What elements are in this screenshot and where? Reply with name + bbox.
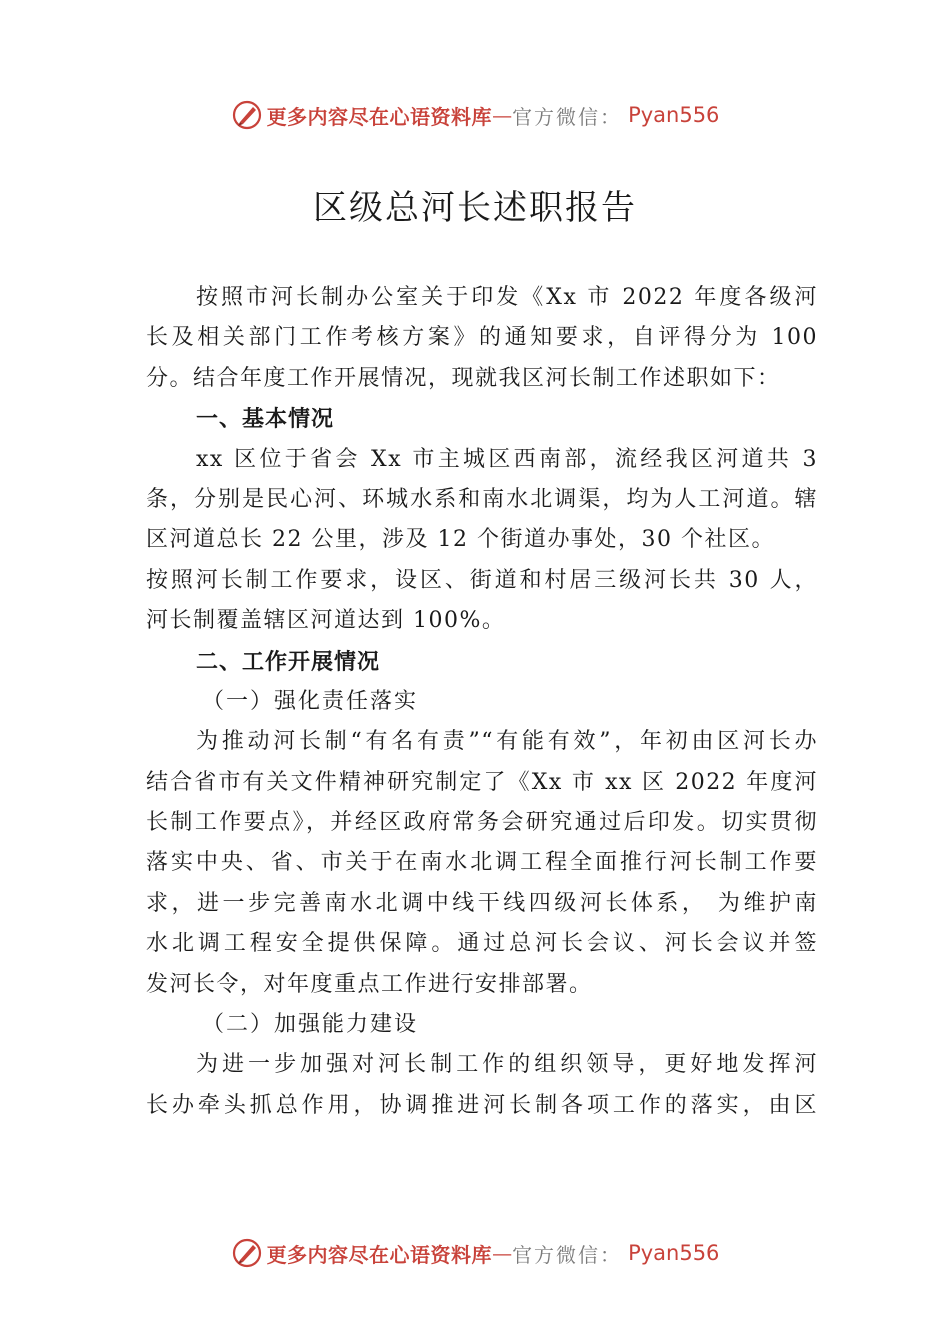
quill-logo-icon [231, 99, 263, 131]
watermark-dash: — [492, 1241, 513, 1265]
watermark-banner-bottom [0, 1233, 950, 1273]
paragraph-line: xx 区位于省会 Xx 市主城区西南部，流经我区河道共 3 [196, 446, 818, 472]
paragraph-line: 条，分别是民心河、环城水系和南水北调渠，均为人工河道。辖 [146, 486, 818, 512]
paragraph-line: 水北调工程安全提供保障。通过总河长会议、河长会议并签 [146, 931, 818, 957]
paragraph-line: 为进一步加强对河长制工作的组织领导，更好地发挥河 [196, 1052, 818, 1078]
paragraph-line: 区河道总长 22 公里，涉及 12 个街道办事处，30 个社区。 [146, 527, 775, 553]
paragraph-line: 河长制覆盖辖区河道达到 100%。 [146, 608, 506, 634]
watermark-wechat-id: Pyan556 [628, 1241, 720, 1265]
document-body [146, 278, 818, 1126]
paragraph-line: 长及相关部门工作考核方案》的通知要求，自评得分为 100 [146, 325, 818, 351]
watermark-wechat-label: 官方微信： [512, 104, 623, 129]
watermark-wechat-id: Pyan556 [628, 103, 720, 127]
paragraph-line: 按照市河长制办公室关于印发《Xx 市 2022 年度各级河 [196, 285, 818, 310]
quill-logo-icon [231, 1237, 263, 1269]
paragraph-line: 求，进一步完善南水北调中线干线四级河长体系， 为维护南 [146, 890, 818, 916]
paragraph-line: 按照河长制工作要求，设区、街道和村居三级河长共 30 人， [146, 567, 818, 593]
paragraph-line: 发河长令，对年度重点工作进行安排部署。 [146, 971, 593, 997]
section-heading: 二、工作开展情况 [196, 648, 381, 675]
paragraph-line: 为推动河长制“有名有责”“有能有效”，年初由区河长办 [196, 729, 818, 755]
watermark-brand-text: 更多内容尽在心语资料库 [266, 1242, 493, 1267]
section-heading: 一、基本情况 [196, 406, 335, 433]
watermark-banner-top [0, 95, 950, 135]
paragraph-line: 落实中央、省、市关于在南水北调工程全面推行河长制工作要 [146, 850, 818, 876]
subsection-heading: （二）加强能力建设 [202, 1012, 419, 1038]
subsection-heading: （一）强化责任落实 [202, 688, 419, 714]
watermark-dash: — [492, 103, 513, 127]
watermark-wechat-label: 官方微信： [512, 1242, 623, 1267]
paragraph-line: 结合省市有关文件精神研究制定了《Xx 市 xx 区 2022 年度河 [146, 769, 818, 795]
document-title: 区级总河长述职报告 [313, 188, 637, 228]
paragraph-line: 长制工作要点》，并经区政府常务会研究通过后印发。切实贯彻 [146, 810, 818, 836]
paragraph-line: 分。结合年度工作开展情况，现就我区河长制工作述职如下： [146, 365, 781, 391]
paragraph-line: 长办牵头抓总作用，协调推进河长制各项工作的落实，由区 [146, 1092, 818, 1118]
watermark-brand-text: 更多内容尽在心语资料库 [266, 104, 493, 129]
